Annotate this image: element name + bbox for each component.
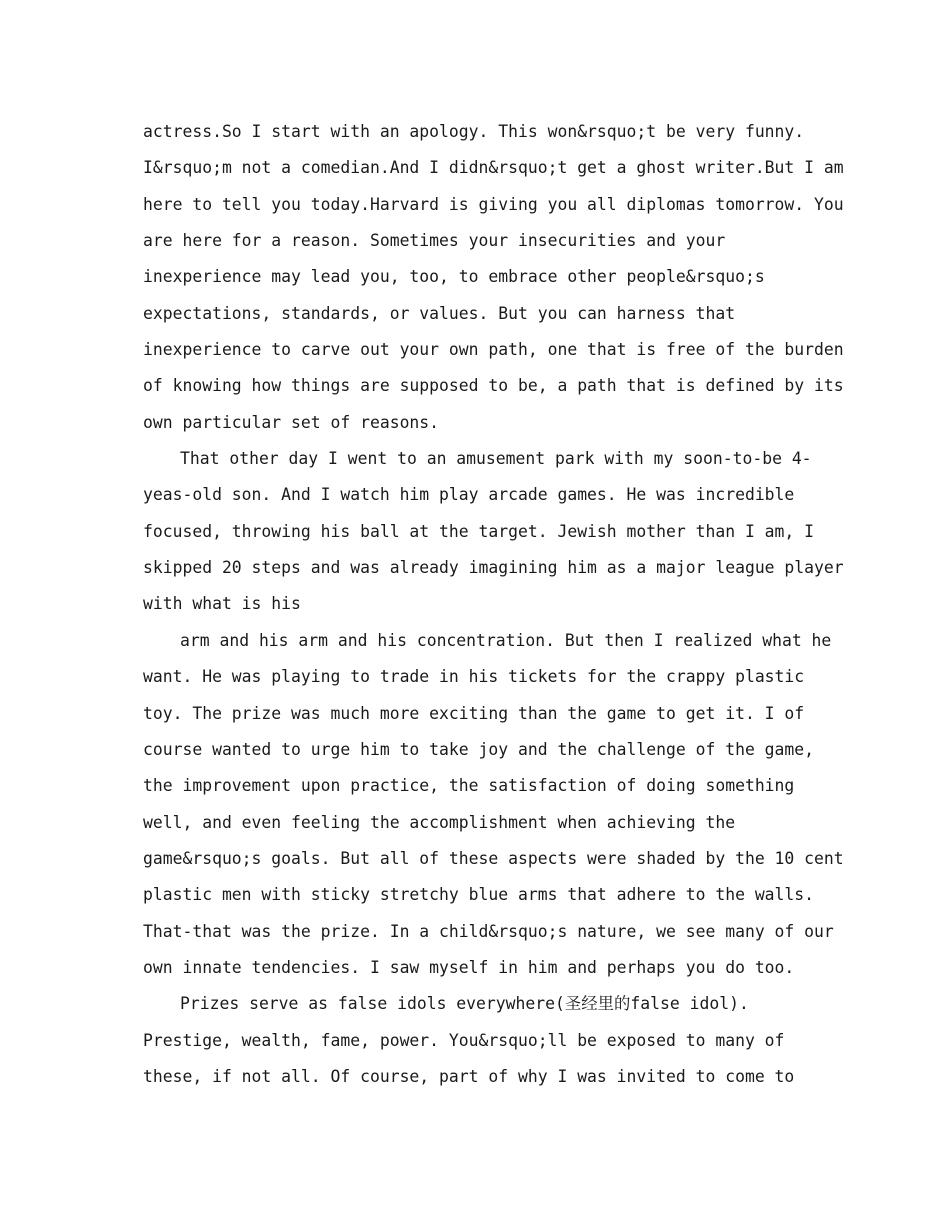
text-line-5: inexperience may lead you, too, to embrace other people&rsquo;s — [143, 267, 765, 287]
text-line-19: the improvement upon practice, the satisfaction of doing something — [143, 776, 795, 796]
text-line-3: here to tell you today.Harvard is giving you all diplomas tomorrow. You — [143, 194, 844, 214]
text-line-12: focused, throwing his ball at the target. Jewish mother than I am, I — [143, 521, 815, 541]
text-line-11: yeas-old son. And I watch him play arcade games. He was incredible — [143, 485, 795, 505]
text-line-26: Prestige, wealth, fame, power. You&rsquo;ll be exposed to many of — [143, 1030, 785, 1050]
text-line-13: skipped 20 steps and was already imagining him as a major league player — [143, 558, 844, 578]
text-line-16: want. He was playing to trade in his tickets for the crappy plastic — [143, 667, 805, 687]
text-line-6: expectations, standards, or values. But you can harness that — [143, 303, 736, 323]
text-line-27: these, if not all. Of course, part of why I was invited to come to — [143, 1066, 795, 1086]
text-line-21: game&rsquo;s goals. But all of these aspects were shaded by the 10 cent — [143, 848, 844, 868]
text-line-23: That-that was the prize. In a child&rsquo;s nature, we see many of our — [143, 921, 834, 941]
text-line-4: are here for a reason. Sometimes your insecurities and your — [143, 231, 726, 251]
text-line-2: I&rsquo;m not a comedian.And I didn&rsquo;t get a ghost writer.But I am — [143, 158, 844, 178]
text-line-22: plastic men with sticky stretchy blue arms that adhere to the walls. — [143, 885, 815, 905]
text-line-10: That other day I went to an amusement park with my soon-to-be 4- — [180, 449, 812, 469]
text-line-18: course wanted to urge him to take joy and the challenge of the game, — [143, 739, 815, 759]
text-line-14: with what is his — [143, 594, 301, 614]
text-line-9: own particular set of reasons. — [143, 412, 440, 432]
text-line-25: Prizes serve as false idols everywhere(圣经里的false idol). — [180, 994, 749, 1014]
text-line-20: well, and even feeling the accomplishment when achieving the — [143, 812, 736, 832]
text-line-1: actress.So I start with an apology. This won&rsquo;t be very funny. — [143, 122, 805, 141]
text-line-8: of knowing how things are supposed to be, a path that is defined by its — [143, 376, 844, 396]
text-line-7: inexperience to carve out your own path, one that is free of the burden — [143, 340, 844, 360]
document-body — [143, 114, 844, 1095]
text-line-24: own innate tendencies. I saw myself in him and perhaps you do too. — [143, 957, 795, 977]
text-line-15: arm and his arm and his concentration. But then I realized what he — [180, 630, 832, 650]
text-line-17: toy. The prize was much more exciting than the game to get it. I of — [143, 703, 805, 723]
